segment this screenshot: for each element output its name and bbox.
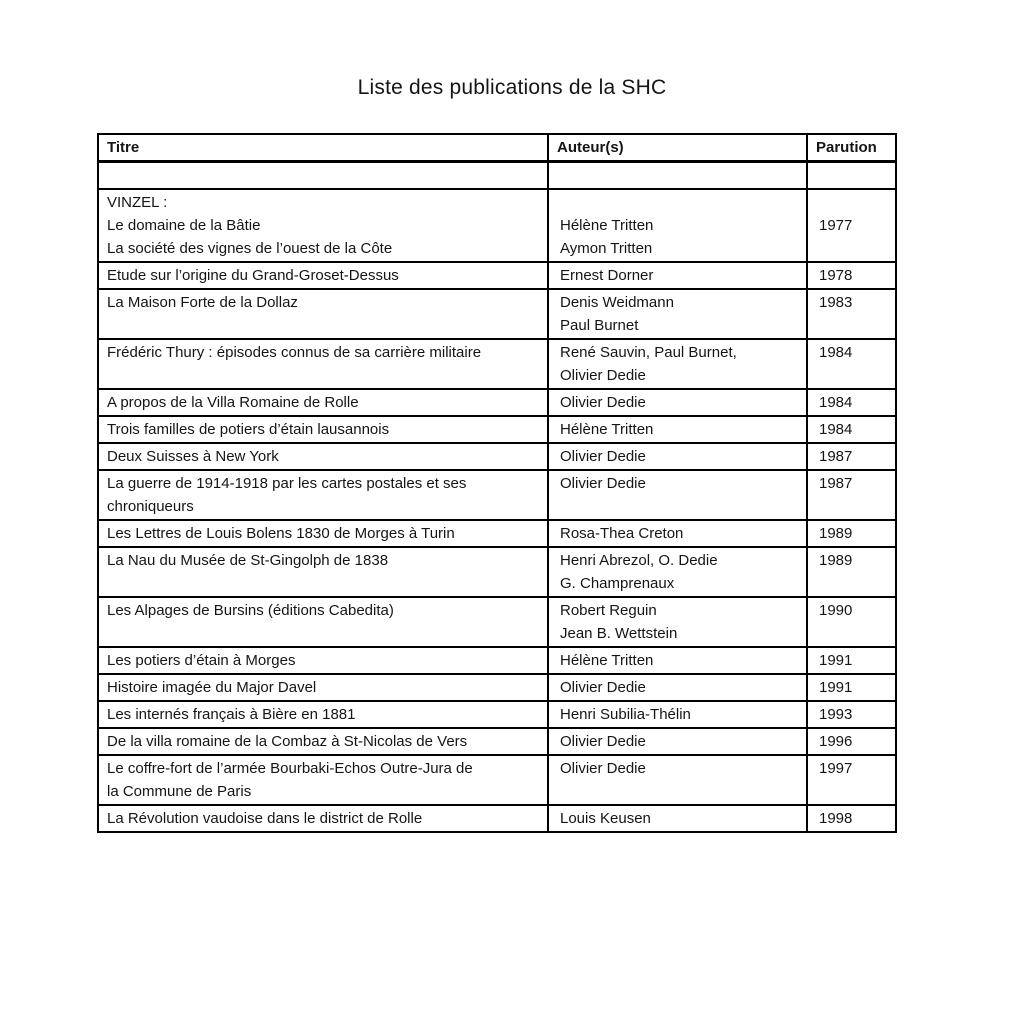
titre-cell: A propos de la Villa Romaine de Rolle: [98, 389, 548, 416]
table-row: [98, 805, 896, 832]
titre-cell: La Nau du Musée de St-Gingolph de 1838: [98, 547, 548, 597]
parution-cell: 1978: [807, 262, 896, 289]
table-row: [98, 262, 896, 289]
column-header-titre: Titre: [98, 134, 548, 162]
auteurs-cell: Denis Weidmann Paul Burnet: [548, 289, 807, 339]
parution-cell: 1991: [807, 647, 896, 674]
parution-cell: 1977: [807, 189, 896, 262]
parution-cell: 1996: [807, 728, 896, 755]
titre-cell: Le coffre-fort de l’armée Bourbaki-Echos Outre-Jura de la Commune de Paris: [98, 755, 548, 805]
auteurs-cell: [548, 162, 807, 190]
titre-cell: Les Alpages de Bursins (éditions Cabedita): [98, 597, 548, 647]
table-row: [98, 647, 896, 674]
titre-cell: De la villa romaine de la Combaz à St-Nicolas de Vers: [98, 728, 548, 755]
table-row: [98, 755, 896, 805]
table-row: [98, 728, 896, 755]
table-row: [98, 547, 896, 597]
titre-cell: Etude sur l’origine du Grand-Groset-Dessus: [98, 262, 548, 289]
table-row: [98, 597, 896, 647]
titre-cell: Les potiers d’étain à Morges: [98, 647, 548, 674]
table-row: [98, 701, 896, 728]
titre-cell: Histoire imagée du Major Davel: [98, 674, 548, 701]
table-row: [98, 389, 896, 416]
auteurs-cell: Olivier Dedie: [548, 470, 807, 520]
auteurs-cell: Hélène Tritten Aymon Tritten: [548, 189, 807, 262]
auteurs-cell: Rosa-Thea Creton: [548, 520, 807, 547]
titre-cell: Frédéric Thury : épisodes connus de sa carrière militaire: [98, 339, 548, 389]
titre-cell: La Révolution vaudoise dans le district de Rolle: [98, 805, 548, 832]
auteurs-cell: Olivier Dedie: [548, 755, 807, 805]
auteurs-cell: Henri Subilia-Thélin: [548, 701, 807, 728]
auteurs-cell: Olivier Dedie: [548, 728, 807, 755]
auteurs-cell: Hélène Tritten: [548, 647, 807, 674]
parution-cell: 1991: [807, 674, 896, 701]
parution-cell: 1989: [807, 547, 896, 597]
parution-cell: 1987: [807, 443, 896, 470]
parution-cell: 1997: [807, 755, 896, 805]
table-header-row: [98, 134, 896, 162]
parution-cell: 1984: [807, 339, 896, 389]
titre-cell: Deux Suisses à New York: [98, 443, 548, 470]
auteurs-cell: Louis Keusen: [548, 805, 807, 832]
parution-cell: 1984: [807, 416, 896, 443]
table-body: [98, 162, 896, 833]
auteurs-cell: Olivier Dedie: [548, 674, 807, 701]
table-row: [98, 162, 896, 190]
parution-cell: 1983: [807, 289, 896, 339]
publications-table: [97, 133, 897, 833]
auteurs-cell: Olivier Dedie: [548, 443, 807, 470]
parution-cell: 1984: [807, 389, 896, 416]
parution-cell: 1993: [807, 701, 896, 728]
titre-cell: La guerre de 1914-1918 par les cartes postales et ses chroniqueurs: [98, 470, 548, 520]
table-row: [98, 416, 896, 443]
table-row: [98, 470, 896, 520]
page-title: Liste des publications de la SHC: [357, 76, 667, 99]
auteurs-cell: Hélène Tritten: [548, 416, 807, 443]
auteurs-cell: René Sauvin, Paul Burnet, Olivier Dedie: [548, 339, 807, 389]
table-row: [98, 674, 896, 701]
table-row: [98, 339, 896, 389]
auteurs-cell: Henri Abrezol, O. Dedie G. Champrenaux: [548, 547, 807, 597]
titre-cell: Les internés français à Bière en 1881: [98, 701, 548, 728]
column-header-parution: Parution: [807, 134, 896, 162]
auteurs-cell: Olivier Dedie: [548, 389, 807, 416]
column-header-auteurs: Auteur(s): [548, 134, 807, 162]
parution-cell: 1990: [807, 597, 896, 647]
table-row: [98, 520, 896, 547]
titre-cell: La Maison Forte de la Dollaz: [98, 289, 548, 339]
table-row: [98, 289, 896, 339]
table-row: [98, 189, 896, 262]
titre-cell: VINZEL : Le domaine de la Bâtie La société des vignes de l’ouest de la Côte: [98, 189, 548, 262]
auteurs-cell: Ernest Dorner: [548, 262, 807, 289]
titre-cell: Les Lettres de Louis Bolens 1830 de Morges à Turin: [98, 520, 548, 547]
parution-cell: 1987: [807, 470, 896, 520]
titre-cell: [98, 162, 548, 190]
titre-cell: Trois familles de potiers d’étain lausannois: [98, 416, 548, 443]
auteurs-cell: Robert Reguin Jean B. Wettstein: [548, 597, 807, 647]
parution-cell: [807, 162, 896, 190]
table-row: [98, 443, 896, 470]
parution-cell: 1989: [807, 520, 896, 547]
parution-cell: 1998: [807, 805, 896, 832]
